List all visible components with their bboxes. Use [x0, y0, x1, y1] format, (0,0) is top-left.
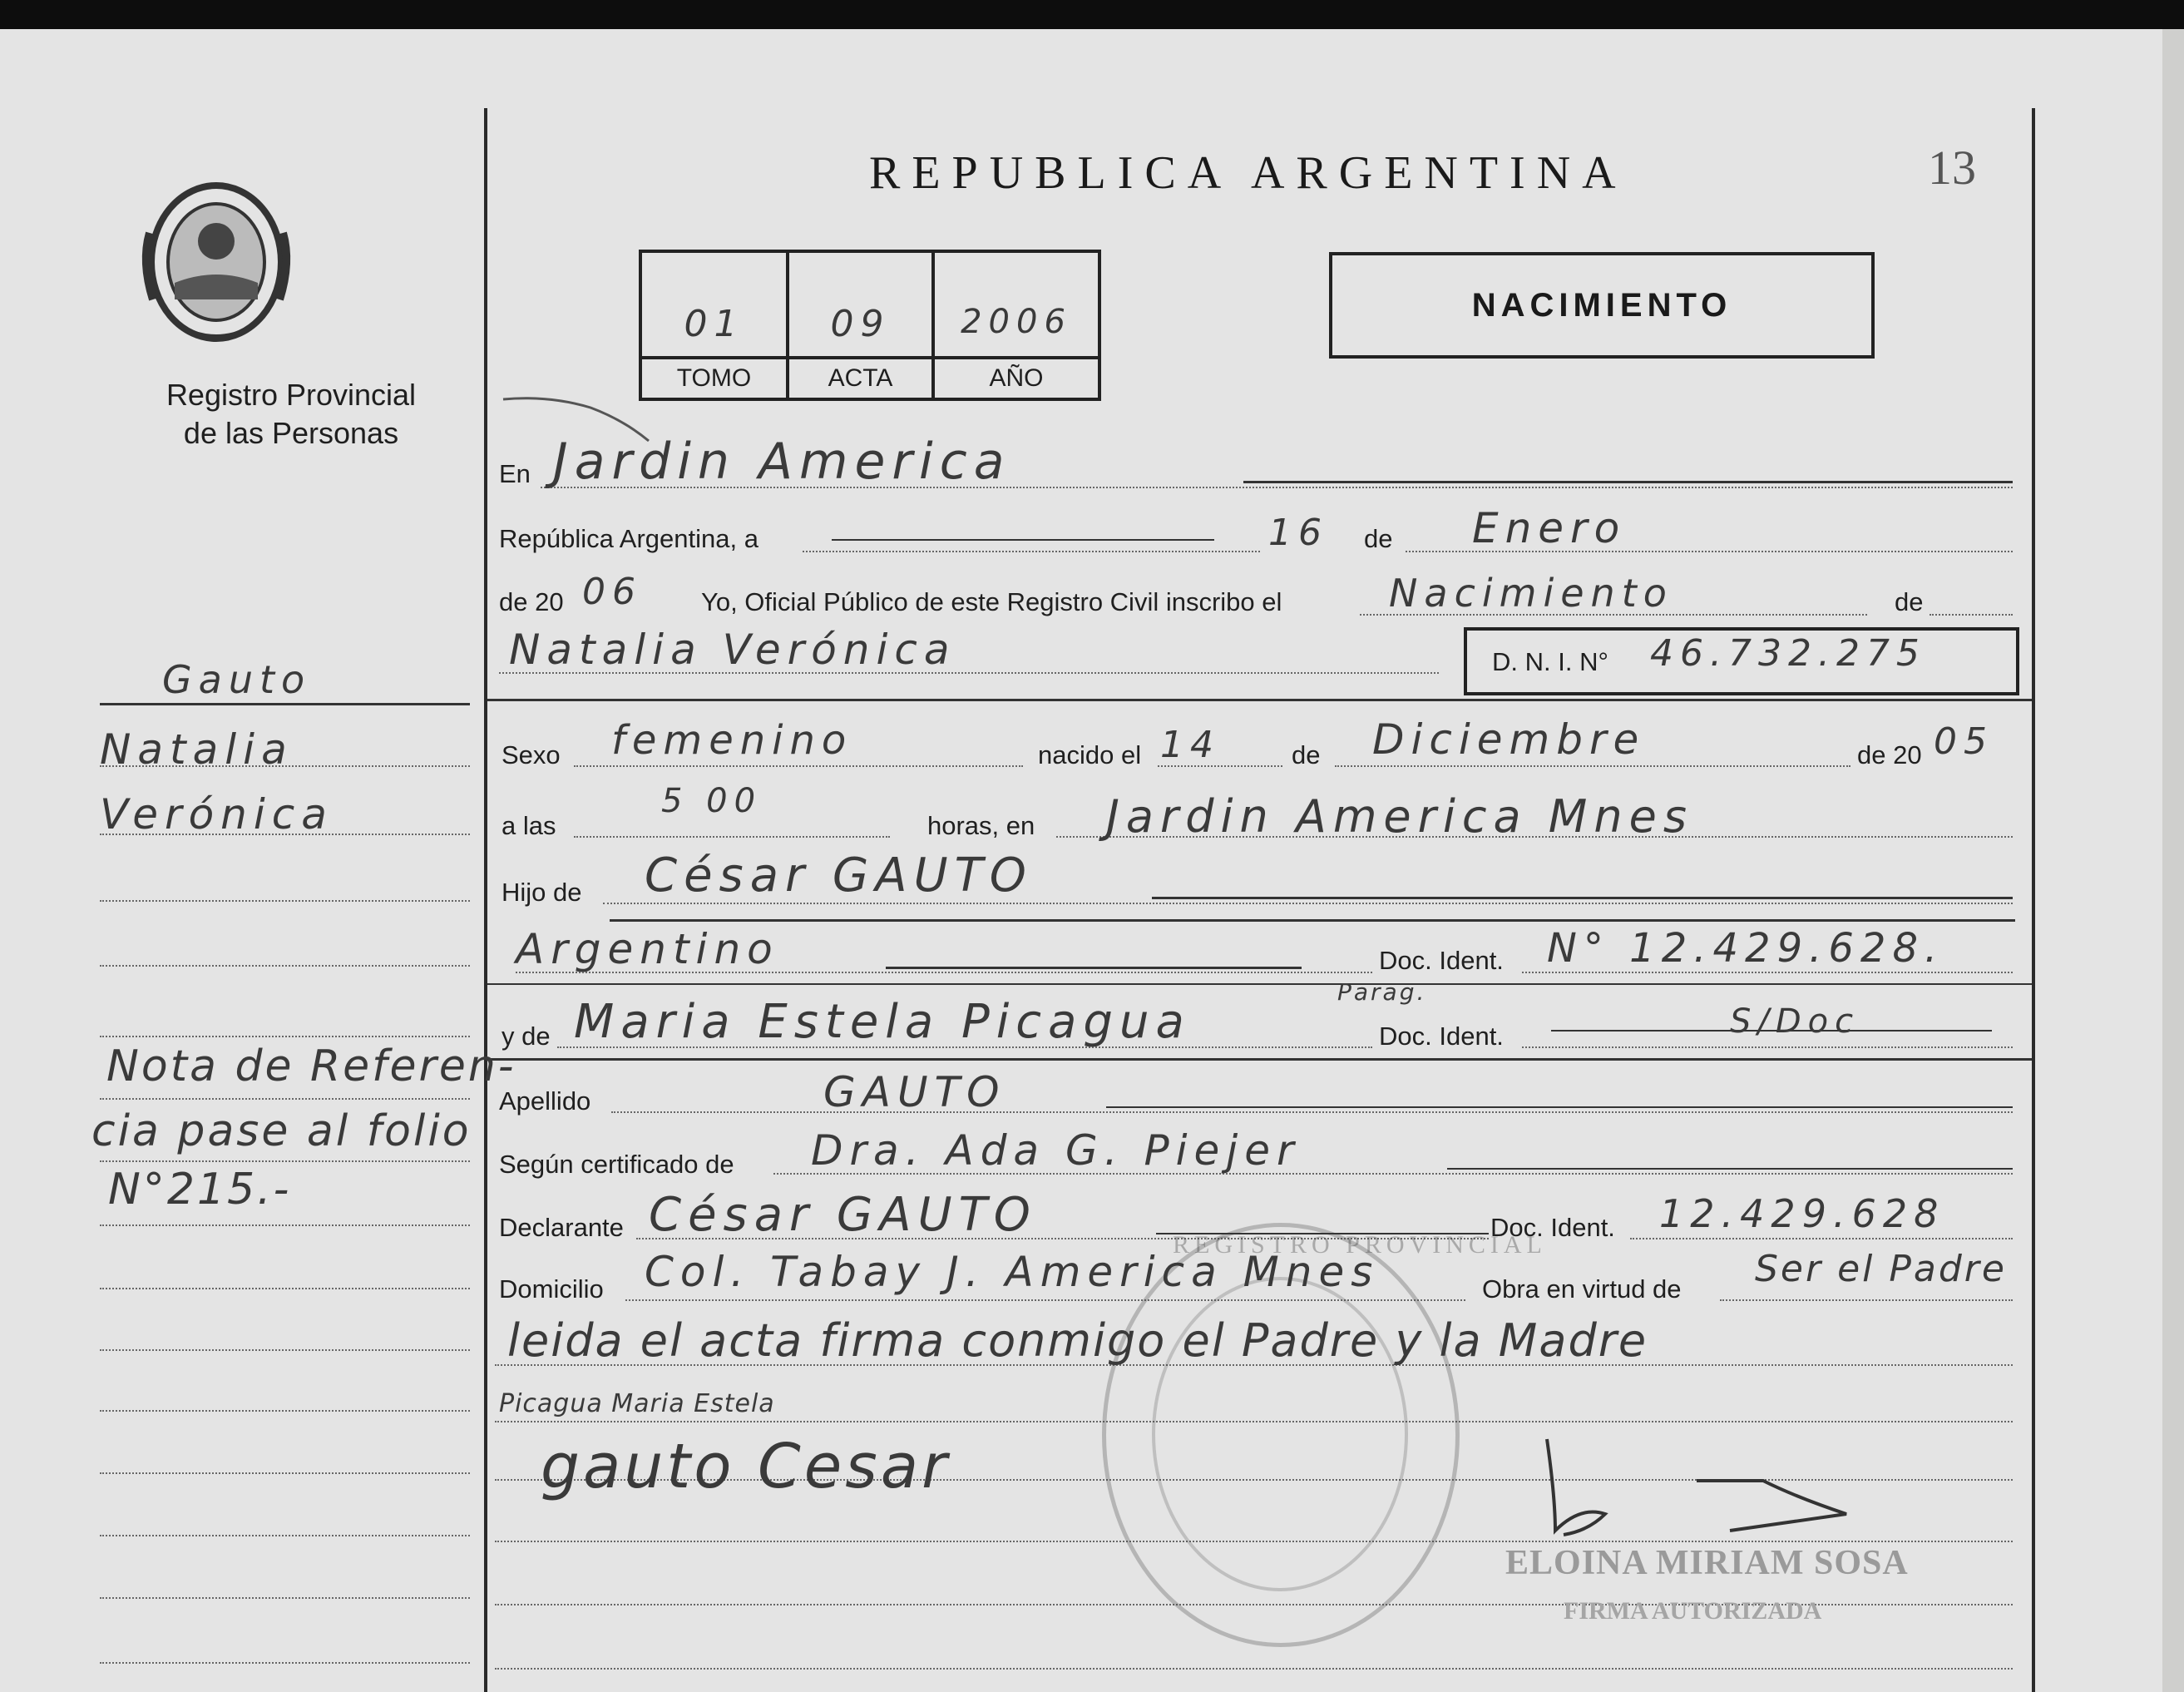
obra-label: Obra en virtud de	[1482, 1274, 1682, 1304]
apellido-line	[611, 1111, 2013, 1113]
margin-line-3	[100, 900, 470, 902]
father-underline	[610, 919, 2015, 922]
official-stamp-inner	[1152, 1277, 1408, 1591]
birth-month-value: Diciembre	[1372, 715, 1646, 764]
day-value: 16	[1268, 512, 1328, 554]
section-divider-2	[487, 983, 2032, 985]
margin-line-7	[100, 1160, 470, 1162]
place-fill-line	[1243, 481, 2013, 483]
margin-line-9	[100, 1288, 470, 1289]
acta-value: 09	[830, 303, 891, 345]
margin-line-15	[100, 1662, 470, 1664]
page-number: 13	[1928, 141, 1976, 195]
birth-year-value: 05	[1934, 720, 1994, 763]
apellido-label: Apellido	[499, 1086, 591, 1116]
official-signature	[1530, 1431, 1880, 1556]
obra-line	[1720, 1299, 2013, 1301]
margin-surname-line	[100, 703, 470, 705]
record-type-box: NACIMIENTO	[1329, 252, 1875, 359]
margin-note-line-1: Nota de Referen-	[106, 1041, 516, 1091]
certificado-value: Dra. Ada G. Piejer	[811, 1126, 1301, 1175]
margin-line-10	[100, 1349, 470, 1351]
hijo-label: Hijo de	[502, 878, 582, 907]
scan-right-edge	[2162, 29, 2184, 1692]
provincial-seal-icon	[125, 175, 308, 349]
read-line-value: leida el acta firma conmigo el Padre y la Madre	[507, 1314, 1648, 1367]
margin-line-13	[100, 1535, 470, 1536]
margin-name-2: Verónica	[100, 790, 334, 839]
sexo-label: Sexo	[502, 740, 561, 769]
father-value: César GAUTO	[645, 848, 1033, 903]
acta-label: ACTA	[789, 356, 931, 398]
apellido-fill-line	[1106, 1106, 2013, 1108]
dni-value: 46.732.275	[1650, 632, 1926, 675]
right-border	[2032, 108, 2035, 1692]
tomo-label: TOMO	[642, 356, 786, 398]
apellido-value: GAUTO	[823, 1068, 1006, 1116]
mother-doc-value: S/Doc	[1730, 1002, 1860, 1041]
margin-surname: Gauto	[162, 657, 312, 702]
anio-cell	[935, 253, 1098, 398]
year-prefix-label: de 20	[499, 587, 564, 616]
father-doc-line	[1522, 972, 2013, 973]
acta-cell	[789, 253, 935, 398]
year-suffix-value: 06	[582, 571, 642, 613]
domicilio-value: Col. Tabay J. America Mnes	[645, 1248, 1380, 1296]
margin-note-line-3: N°215.-	[108, 1165, 292, 1215]
signature-line-5	[495, 1668, 2013, 1670]
y-de-label: y de	[502, 1022, 551, 1051]
margin-line-5	[100, 1036, 470, 1037]
full-name-line	[499, 672, 1439, 674]
registry-table	[639, 250, 1101, 401]
margin-line-11	[100, 1410, 470, 1412]
mother-nationality-note: Parag.	[1337, 978, 1427, 1006]
registry-office-name	[116, 376, 466, 453]
father-nationality-value: Argentino	[516, 925, 779, 973]
domicilio-label: Domicilio	[499, 1274, 604, 1304]
declarante-doc-value: 12.429.628	[1659, 1191, 1945, 1236]
declarante-value: César GAUTO	[649, 1188, 1037, 1242]
dni-label: D. N. I. N°	[1492, 647, 1608, 676]
official-name: ELOINA MIRIAM SOSA	[1505, 1544, 1909, 1582]
margin-line-6	[100, 1098, 470, 1100]
nationality-line	[516, 972, 1372, 973]
mother-doc-label: Doc. Ident.	[1379, 1022, 1504, 1051]
margin-line-4	[100, 965, 470, 967]
tomo-value: 01	[684, 303, 744, 345]
republica-label: República Argentina, a	[499, 524, 758, 553]
full-name-value: Natalia Verónica	[509, 626, 956, 674]
nacido-label: nacido el	[1038, 740, 1142, 769]
margin-line-14	[100, 1597, 470, 1599]
act-line-end	[1930, 614, 2013, 616]
month-value: Enero	[1472, 504, 1627, 552]
birth-month-line	[1335, 765, 1850, 767]
margin-line-8	[100, 1224, 470, 1226]
margin-line-12	[100, 1472, 470, 1474]
scan-top-border	[0, 0, 2184, 29]
hour-value: 5 00	[661, 782, 763, 820]
section-divider-1	[487, 699, 2032, 701]
birth-day-value: 14	[1160, 724, 1220, 766]
mother-doc-line	[1522, 1046, 2013, 1048]
sexo-value: femenino	[611, 717, 853, 764]
margin-line-1	[100, 765, 470, 767]
de-label: de	[1364, 524, 1393, 553]
margin-divider	[484, 108, 487, 1692]
en-label: En	[499, 459, 531, 488]
declarante-doc-line	[1630, 1238, 2013, 1239]
official-title: FIRMA AUTORIZADA	[1564, 1597, 1822, 1625]
alas-label: a las	[502, 811, 556, 840]
place-value: Jardin America	[553, 433, 1011, 491]
margin-name-1: Natalia	[100, 725, 294, 774]
dni-box	[1464, 627, 2019, 695]
father-line	[603, 903, 2013, 904]
de-label-2: de	[1895, 587, 1924, 616]
mother-signature: Picagua Maria Estela	[499, 1389, 775, 1418]
nationality-fill-line	[886, 967, 1302, 969]
page-title: REPUBLICA ARGENTINA	[869, 147, 1628, 199]
father-doc-value: N° 12.429.628.	[1547, 925, 1944, 972]
mother-value: Maria Estela Picagua	[574, 995, 1191, 1049]
stamp-text: REGISTRO PROVINCIAL	[1173, 1231, 1547, 1259]
sexo-line	[574, 765, 1023, 767]
obra-value: Ser el Padre	[1755, 1248, 2007, 1290]
certificado-fill-line	[1447, 1168, 2013, 1170]
declarante-doc-label: Doc. Ident.	[1490, 1213, 1615, 1242]
office-line-1: Registro Provincial	[166, 378, 417, 412]
anio-label: AÑO	[935, 356, 1098, 398]
margin-note-line-2: cia pase al folio	[91, 1106, 472, 1156]
office-line-2: de las Personas	[183, 416, 399, 450]
oficial-label: Yo, Oficial Público de este Registro Civil inscribo el	[701, 587, 1282, 616]
certificado-label: Según certificado de	[499, 1150, 734, 1179]
margin-line-2	[100, 834, 470, 835]
father-signature: gauto Cesar	[541, 1431, 951, 1502]
birth-place-value: Jardin America Mnes	[1106, 790, 1693, 843]
declarante-label: Declarante	[499, 1213, 624, 1242]
section-divider-3	[487, 1058, 2032, 1061]
day-fill-line	[832, 539, 1214, 541]
birth-year-label: de 20	[1857, 740, 1922, 769]
horas-label: horas, en	[927, 811, 1035, 840]
anio-value: 2006	[961, 303, 1072, 341]
act-value: Nacimiento	[1389, 571, 1673, 616]
birth-de-label: de	[1292, 740, 1321, 769]
hour-line	[574, 836, 890, 838]
father-fill-line	[1152, 897, 2013, 899]
tomo-cell	[642, 253, 789, 398]
father-doc-label: Doc. Ident.	[1379, 946, 1504, 975]
day-line	[803, 551, 1260, 552]
